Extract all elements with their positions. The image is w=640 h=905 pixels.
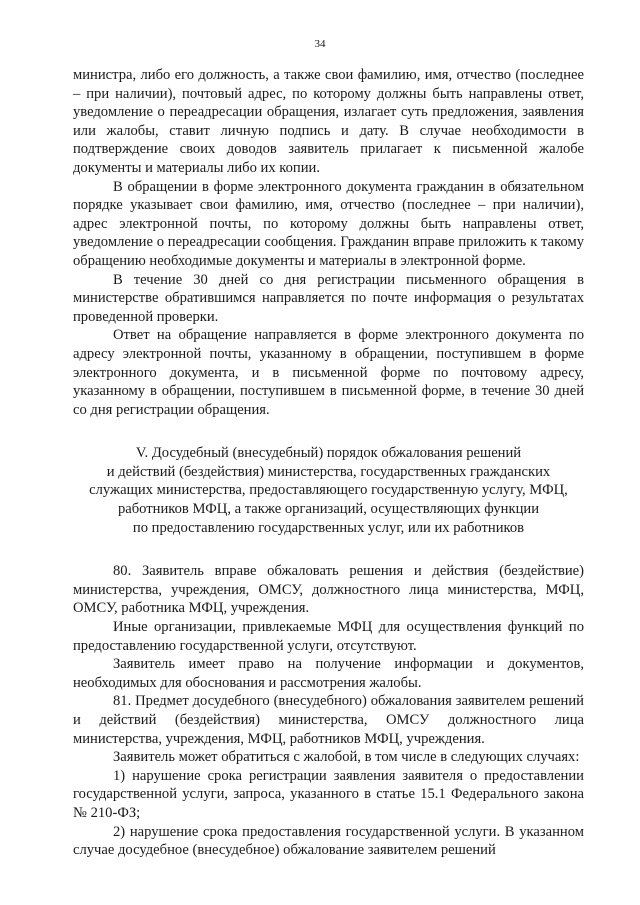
paragraphs-before-heading (73, 66, 584, 419)
paragraph: 1) нарушение срока регистрации заявления заявителя о предоставлении государственной услуги, запроса, указанного в статье 15.1 Федерального закона № 210-ФЗ; (73, 767, 584, 821)
paragraph: 80. Заявитель вправе обжаловать решения и действия (бездействие) министерства, учреждения, ОМСУ, должностного лица министерства, МФЦ, ОМСУ, работника МФЦ, учреждения. (73, 563, 584, 617)
paragraph: Иные организации, привлекаемые МФЦ для осуществления функций по предоставлению государственной услуги, отсутствуют. (73, 619, 584, 654)
paragraph: В обращении в форме электронного документа гражданин в обязательном порядке указывает свои фамилию, имя, отчество (последнее – при наличии), адрес электронной почты, по которому должны быть направлены ответ, уведомление о переадресации сообщения. Гражданин вправе приложить к такому обращению необходимые документы и материалы в электронной форме. (73, 178, 584, 269)
section-heading-line: и действий (бездействия) министерства, государственных гражданских (106, 463, 551, 480)
paragraph: Ответ на обращение направляется в форме электронного документа по адресу электронной почты, указанному в обращении, поступившем в форме электронного документа, и в письменной форме по почтовому адресу, указанному в обращении, поступившем в письменной форме, в течение 30 дней со дня регистрации обращения. (73, 327, 584, 418)
paragraph: 81. Предмет досудебного (внесудебного) обжалования заявителем решений и действий (бездействия) министерства, ОМСУ должностного лица министерства, учреждения, МФЦ, работников МФЦ, учреждения. (73, 693, 584, 747)
section-heading-line: V. Досудебный (внесудебный) порядок обжалования решений (135, 445, 522, 462)
paragraph: министра, либо его должность, а также свои фамилию, имя, отчество (последнее – при наличии), почтовый адрес, по которому должны быть направлены ответ, уведомление о переадресации обращения, излагает суть предложения, заявления или жалобы, ставит личную подпись и дату. В случае необходимости в подтверждение своих доводов заявитель прилагает к письменной жалобе документы и материалы либо их копии. (73, 67, 584, 176)
paragraph: В течение 30 дней со дня регистрации письменного обращения в министерстве обратившимся направляется по почте информация о результатах проведенной проверки. (73, 271, 584, 325)
document-body (73, 66, 584, 860)
section-heading-line: работников МФЦ, а также организаций, осуществляющих функции (117, 501, 540, 518)
section-heading-line: по предоставлению государственных услуг, или их работников (132, 519, 525, 536)
section-heading-line: служащих министерства, предоставляющего государственную услугу, МФЦ, (89, 482, 568, 499)
paragraphs-after-heading (73, 562, 584, 860)
section-heading (73, 444, 584, 537)
paragraph: Заявитель имеет право на получение информации и документов, необходимых для обоснования и рассмотрения жалобы. (73, 656, 584, 691)
paragraph: 2) нарушение срока предоставления государственной услуги. В указанном случае досудебное (внесудебное) обжалование заявителем решений (73, 823, 584, 859)
paragraph: Заявитель может обратиться с жалобой, в том числе в следующих случаях: (113, 749, 580, 766)
page-number: 34 (314, 38, 326, 50)
